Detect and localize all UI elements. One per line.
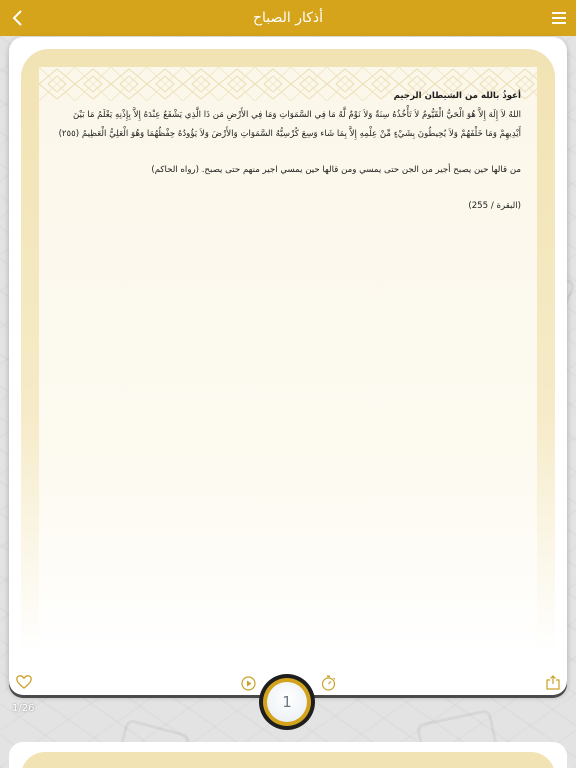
next-card-frame (21, 752, 555, 768)
page-indicator: 1/26 (12, 703, 35, 714)
timer-button[interactable] (317, 672, 339, 694)
ayah-text: اللهُ لاَ إِلَهَ إِلاَّ هُوَ الْحَيُّ الْقَيُّومُ لاَ تَأْخُذُهُ سِنَةٌ وَلاَ نَوْمٌ لَّهُ مَا فِي السَّمَوَاتِ وَمَا فِي الأَرْضِ مَن ذَا الَّذِي يَشْفَعُ عِنْدَهُ إِلاَّ بِإِذْنِهِ يَعْلَمُ مَا بَيْنَ أَيْدِيهِمْ وَمَا خَلْفَهُمْ وَلاَ يُحِيطُونَ بِشَيْءٍ مِّنْ عِلْمِهِ إِلاَّ بِمَا شَاء وَسِعَ كُرْسِيُّهُ السَّمَوَاتِ وَالأَرْضَ وَلاَ يَؤُودُهُ حِفْظُهُمَا وَهُوَ الْعَلِيُّ الْعَظِيمُ (٢٥٥) (58, 110, 521, 139)
counter-ring (263, 678, 311, 726)
next-dhikr-card[interactable] (9, 742, 567, 768)
favorite-button[interactable] (13, 671, 35, 693)
heart-outline-icon (16, 675, 32, 689)
virtue-text: من قالها حين يصبح أجير من الجن حتى يمسي ومن قالها حين يمسي اجير منهم حتى يصبح. (رواه الحاكم) (151, 165, 521, 175)
tasbih-counter-button[interactable] (259, 674, 315, 730)
chevron-left-icon (11, 9, 23, 27)
stopwatch-icon (321, 675, 336, 691)
page-title: أذكار الصباح (252, 10, 324, 26)
share-icon (546, 675, 560, 690)
counter-value: 1 (267, 682, 307, 722)
back-button[interactable] (6, 6, 28, 30)
share-button[interactable] (542, 671, 564, 693)
card-inner-frame (39, 67, 537, 655)
play-audio-button[interactable] (237, 672, 259, 694)
menu-button[interactable] (548, 8, 570, 28)
dhikr-card (9, 37, 567, 695)
dhikr-text (53, 87, 521, 216)
card-frame (21, 49, 555, 655)
hamburger-menu-icon (552, 12, 566, 24)
reference-text: (البقرة / 255) (468, 201, 521, 211)
play-circle-icon (241, 676, 256, 691)
app-header (0, 0, 576, 36)
taawwudh-text: أعوذُ بالله من الشيطان الرجيم (393, 91, 521, 101)
